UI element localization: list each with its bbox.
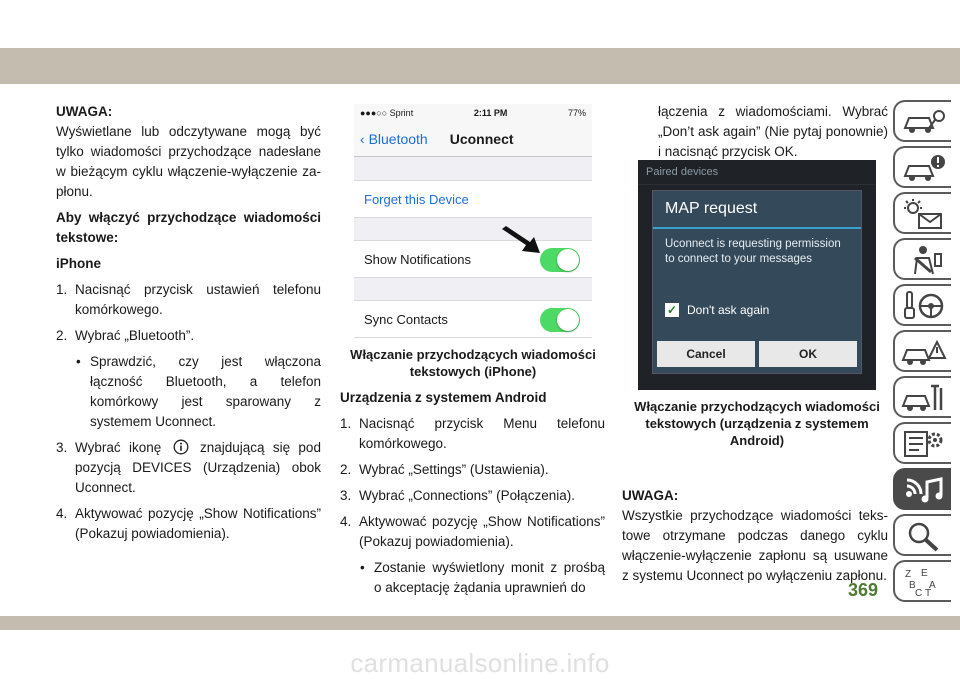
seatbelt-icon [901, 244, 947, 276]
note-text: Wyświetlane lub odczytywane mogą być tylko wiadomości przychodzące nadesłane w bieżącym cyklu włączenie-wyłączenie za-płonu. [56, 124, 321, 199]
android-heading: Urządzenia z systemem Android [340, 390, 547, 405]
step-item: 4. Aktywować pozycję „Show Notifications” (Pokazuj powiadomienia). [340, 514, 605, 549]
tab-service[interactable] [893, 376, 951, 418]
check-icon: ✓ [666, 303, 678, 317]
step-item: 1. Nacisnąć przycisk ustawień telefonu komórkowego. [56, 282, 321, 317]
column-left [56, 102, 321, 550]
tab-languages[interactable] [893, 560, 951, 602]
step-item: 2. Wybrać „Settings” (Ustawienia). [340, 462, 549, 477]
dialog-title: MAP request [653, 191, 861, 229]
letters-icon [901, 566, 947, 598]
iphone-screenshot [354, 104, 592, 338]
dialog-buttons [657, 341, 857, 367]
svg-text:E: E [921, 568, 928, 579]
tab-specifications[interactable] [893, 422, 951, 464]
svg-text:A: A [929, 580, 936, 591]
forget-device-row[interactable]: Forget this Device [354, 180, 592, 218]
back-button[interactable]: ‹ Bluetooth [360, 131, 428, 147]
steering-wheel-icon [901, 290, 947, 322]
screen-title: Uconnect [449, 131, 514, 147]
tab-emergency[interactable] [893, 330, 951, 372]
dialog-body: Uconnect is requesting permission to connect to your messages [665, 238, 841, 265]
iphone-heading: iPhone [56, 256, 102, 271]
car-key-icon [901, 106, 947, 138]
tab-driving[interactable] [893, 284, 951, 326]
list-gear-icon [901, 428, 947, 460]
note-title: UWAGA: [622, 488, 679, 503]
tab-index[interactable] [893, 514, 951, 556]
svg-text:B: B [909, 580, 916, 591]
column-middle [340, 388, 605, 604]
tab-safety[interactable] [893, 238, 951, 280]
android-screenshot [638, 160, 876, 390]
info-icon [173, 439, 189, 455]
step-item: 3. Wybrać „Connections” (Połączenia). [340, 488, 575, 503]
show-notifications-toggle[interactable] [540, 248, 580, 272]
sync-contacts-row: Sync Contacts [354, 300, 592, 338]
bottom-band [0, 616, 960, 630]
column-right-bottom [622, 486, 888, 592]
step-item: 2. Wybrać „Bluetooth”. [56, 328, 195, 343]
cancel-button[interactable]: Cancel [657, 341, 755, 367]
arrow-icon [500, 225, 542, 255]
dont-ask-checkbox[interactable]: ✓ Don't ask again [666, 303, 770, 317]
step-item: 4. Aktywować pozycję „Show Notifications” (Pokazuj powiadomienia). [56, 506, 321, 541]
sync-contacts-toggle[interactable] [540, 308, 580, 332]
bullet-item: • Zostanie wyświetlony monit z prośbą o akceptację żądania uprawnień do [360, 560, 605, 595]
column-right-top [658, 102, 888, 168]
ok-button[interactable]: OK [759, 341, 857, 367]
car-hazard-icon [901, 336, 947, 368]
tab-vehicle-keys[interactable] [893, 100, 951, 142]
enable-heading: Aby włączyć przychodzące wiadomości tekstowe: [56, 210, 321, 245]
svg-text:Z: Z [905, 569, 912, 580]
svg-text:T: T [925, 588, 932, 598]
nav-bar [354, 122, 592, 157]
step-item: 1. Nacisnąć przycisk Menu telefonu komórkowego. [340, 416, 605, 451]
map-request-dialog [652, 190, 862, 374]
show-notifications-row: Show Notifications [354, 240, 592, 278]
tab-instrument[interactable] [893, 192, 951, 234]
multimedia-icon [901, 474, 947, 506]
status-bar: ●●●○○ Sprint 2:11 PM 77% [354, 104, 592, 122]
search-icon [901, 520, 947, 552]
tab-multimedia[interactable] [893, 468, 951, 510]
bullet-item: • Sprawdzić, czy jest włączona łączność Bluetooth, a telefon komórkowy jest sparowany z systemem Uconnect. [76, 354, 321, 429]
paired-devices-header: Paired devices [638, 160, 876, 185]
car-wrench-icon [901, 382, 947, 414]
page-number: 369 [848, 580, 879, 600]
step-item: 3. Wybrać ikonę znajdującą się pod pozycją DEVICES (Urządzenia) obok Uconnect. [56, 440, 321, 495]
iphone-caption: Włączanie przychodzących wiadomości tekstowych (iPhone) [350, 347, 596, 379]
watermark: carmanualsonline.info [350, 648, 610, 678]
tab-warning[interactable] [893, 146, 951, 188]
svg-text:C: C [915, 588, 923, 598]
light-mail-icon [901, 198, 947, 230]
top-band [0, 48, 960, 84]
continued-text: łączenia z wiadomościami. Wybrać „Don’t ask again” (Nie pytaj ponownie) i nacisnąć przycisk OK. [658, 104, 888, 159]
note-title: UWAGA: [56, 104, 113, 119]
note-text: Wszystkie przychodzące wiadomości teks-towe otrzymane podczas danego cyklu włączenie-wyłączenie zapłonu są usuwane z systemu Uconnect po wyłączeniu zapłonu. [622, 508, 888, 583]
android-caption: Włączanie przychodzących wiadomości tekstowych (urządzenia z systemem Android) [634, 399, 880, 448]
car-warning-icon [901, 152, 947, 184]
